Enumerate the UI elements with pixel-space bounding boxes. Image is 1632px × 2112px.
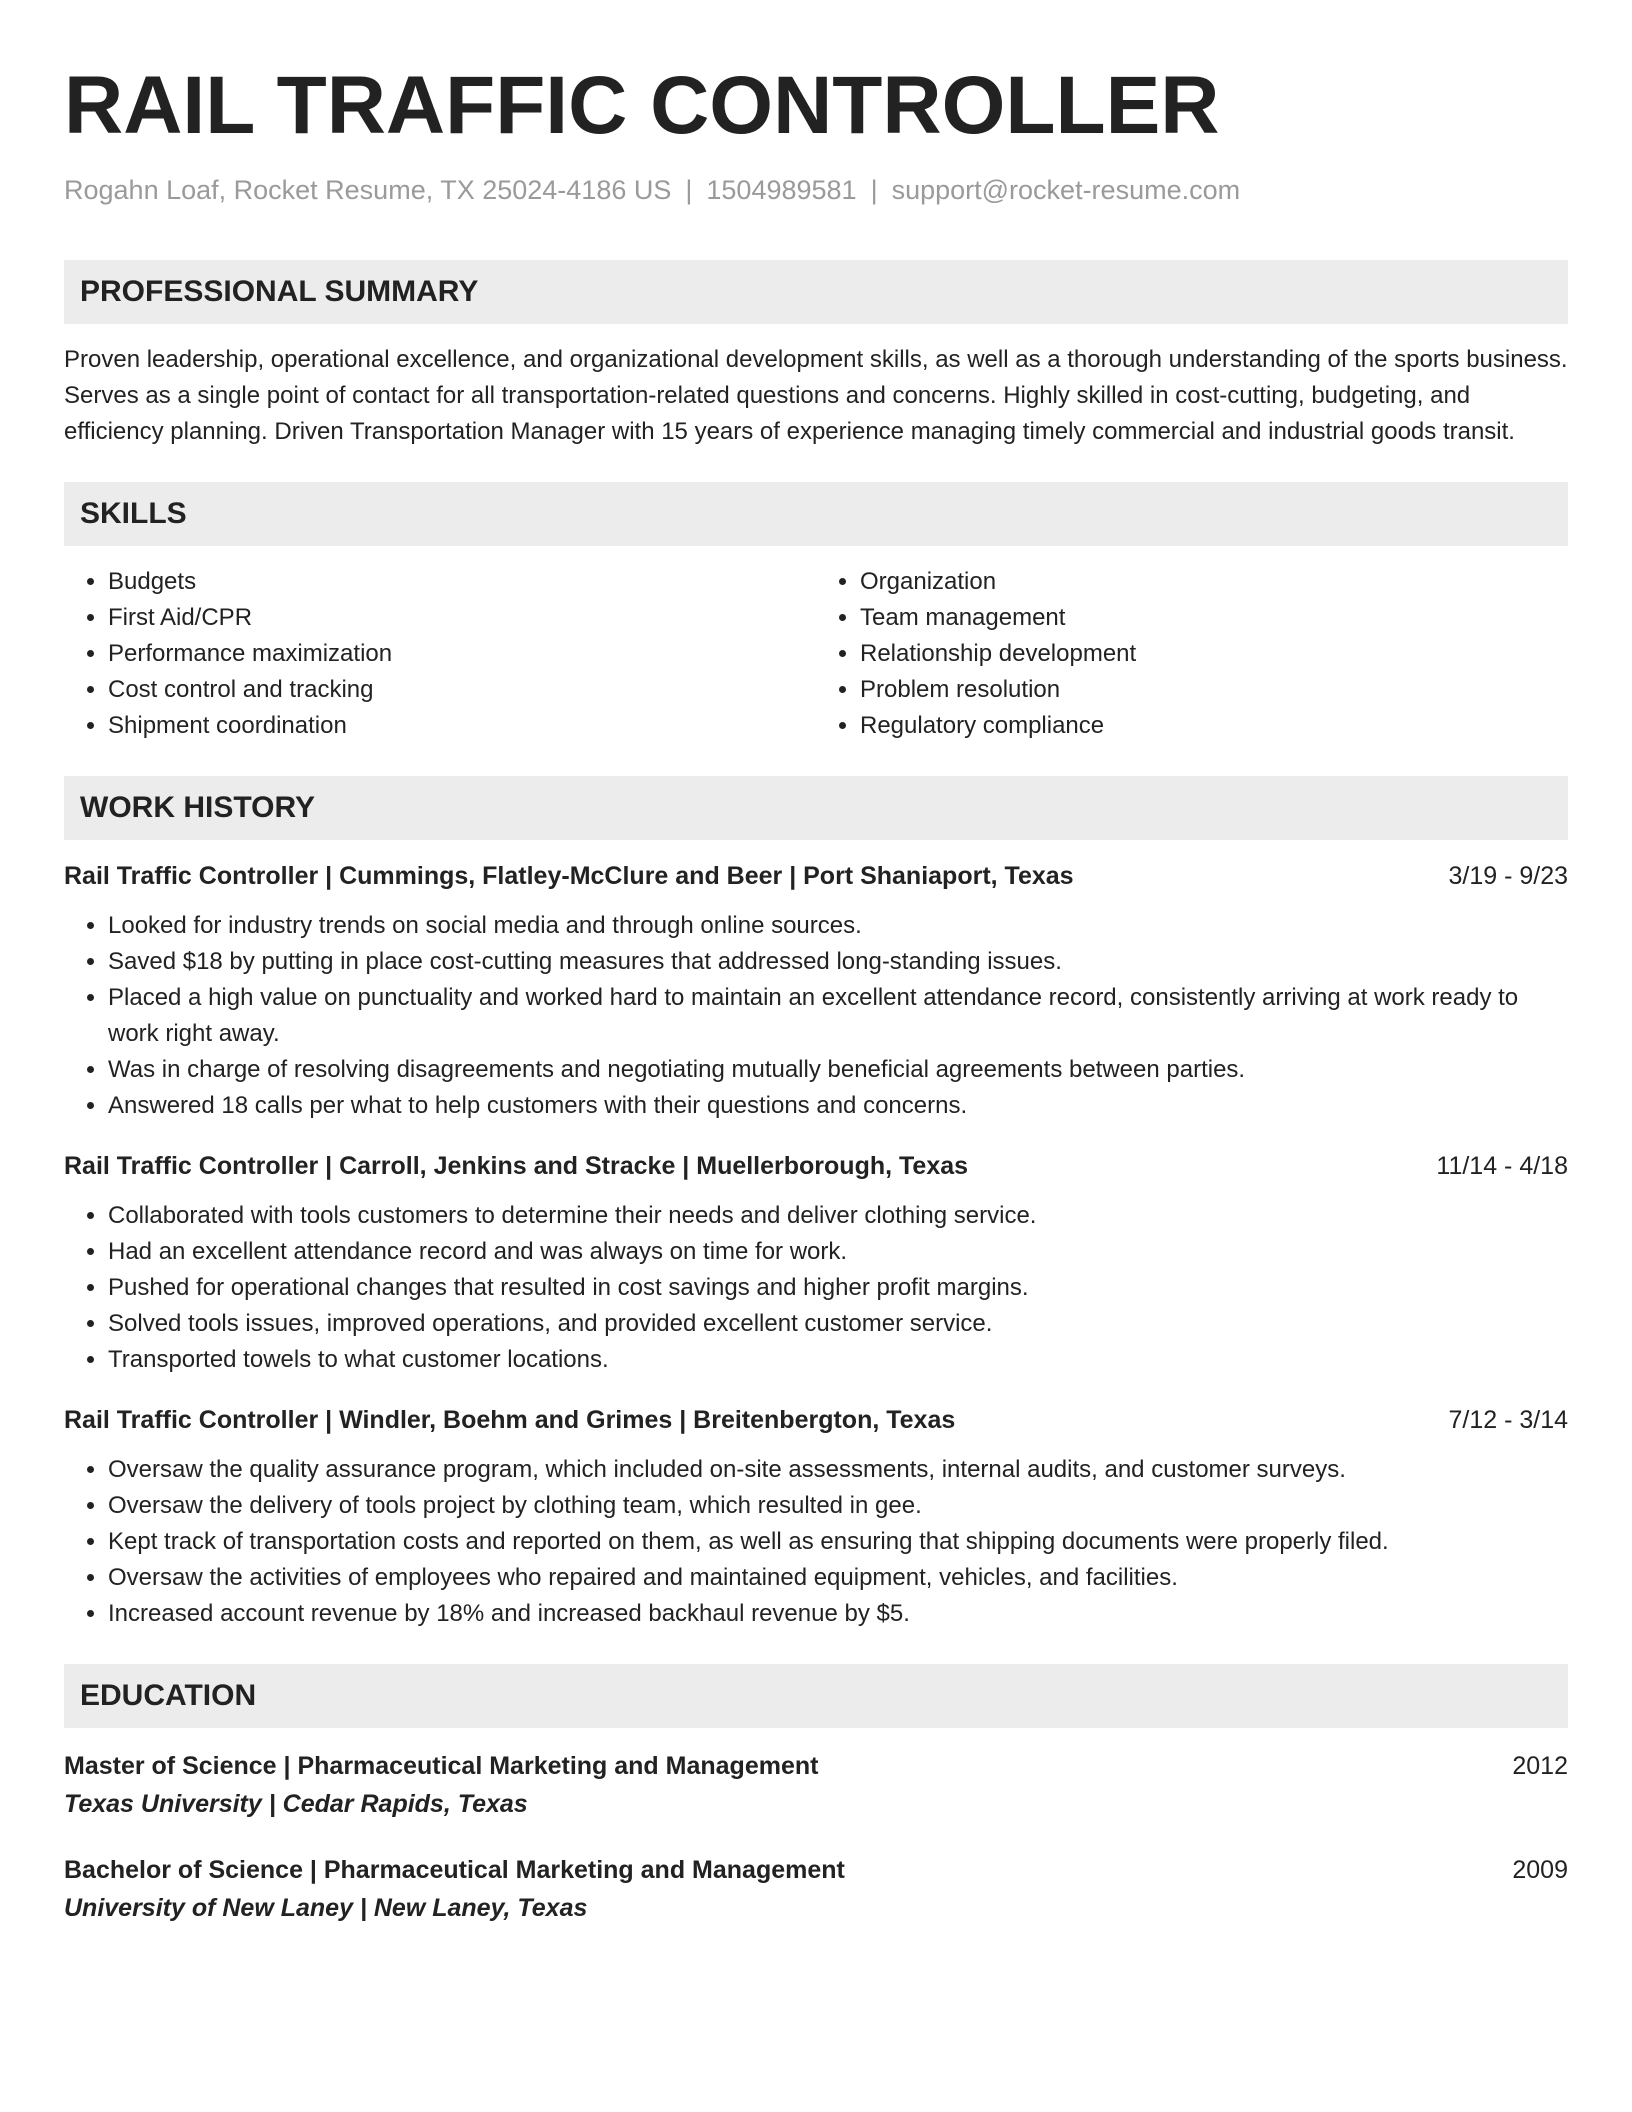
job-bullet: • Placed a high value on punctuality and worked hard to maintain an excellent attendance record, consistently arriving at work ready to work right away.	[108, 980, 1568, 1052]
skill-item: • Budgets	[108, 564, 816, 600]
job-bullet: • Kept track of transportation costs and reported on them, as well as ensuring that shipping documents were properly filed.	[108, 1524, 1568, 1560]
contact-separator: |	[870, 175, 878, 205]
contact-phone: 1504989581	[706, 175, 857, 205]
education-year: 2009	[1512, 1856, 1568, 1884]
job-dates: 11/14 - 4/18	[1436, 1152, 1568, 1180]
job-title: Rail Traffic Controller | Cummings, Flatley-McClure and Beer | Port Shaniaport, Texas	[64, 862, 1074, 890]
skill-item: • Regulatory compliance	[860, 708, 1568, 744]
job-entry	[64, 858, 1568, 1124]
job-bullet: • Pushed for operational changes that resulted in cost savings and higher profit margins.	[108, 1270, 1568, 1306]
job-entry	[64, 1148, 1568, 1378]
job-title: Rail Traffic Controller | Carroll, Jenkins and Stracke | Muellerborough, Texas	[64, 1152, 969, 1180]
job-bullet: • Saved $18 by putting in place cost-cutting measures that addressed long-standing issues.	[108, 944, 1568, 980]
job-bullet: • Had an excellent attendance record and was always on time for work.	[108, 1234, 1568, 1270]
job-title: Rail Traffic Controller | Windler, Boehm and Grimes | Breitenbergton, Texas	[64, 1406, 956, 1434]
section-heading-summary: PROFESSIONAL SUMMARY	[64, 260, 1568, 324]
skills-column-left	[64, 564, 816, 744]
job-bullets	[64, 908, 1568, 1124]
contact-address: Rogahn Loaf, Rocket Resume, TX 25024-4186 US	[64, 175, 672, 205]
skill-item: • Shipment coordination	[108, 708, 816, 744]
contact-separator: |	[685, 175, 693, 205]
education-degree: Bachelor of Science | Pharmaceutical Marketing and Management	[64, 1856, 845, 1884]
job-bullet: • Collaborated with tools customers to determine their needs and deliver clothing service.	[108, 1198, 1568, 1234]
job-bullet: • Oversaw the activities of employees who repaired and maintained equipment, vehicles, and facilities.	[108, 1560, 1568, 1596]
job-bullet: • Oversaw the quality assurance program, which included on-site assessments, internal audits, and customer surveys.	[108, 1452, 1568, 1488]
job-bullet: • Transported towels to what customer locations.	[108, 1342, 1568, 1378]
skills-column-right	[816, 564, 1568, 744]
job-bullet: • Increased account revenue by 18% and increased backhaul revenue by $5.	[108, 1596, 1568, 1632]
job-bullets	[64, 1198, 1568, 1378]
skill-item: • Problem resolution	[860, 672, 1568, 708]
education-header	[64, 1852, 1568, 1888]
education-header	[64, 1748, 1568, 1784]
summary-text: Proven leadership, operational excellence, and organizational development skills, as well as a thorough understanding of the sports business. Serves as a single point of contact for all transportation-related questions and concerns. Highly skilled in cost-cutting, budgeting, and efficiency planning. Driven Transportation Manager with 15 years of experience managing timely commercial and industrial goods transit.	[64, 346, 1568, 445]
job-bullet: • Answered 18 calls per what to help customers with their questions and concerns.	[108, 1088, 1568, 1124]
job-header	[64, 1402, 1568, 1438]
education-degree: Master of Science | Pharmaceutical Marketing and Management	[64, 1752, 819, 1780]
job-bullet: • Looked for industry trends on social media and through online sources.	[108, 908, 1568, 944]
skill-item: • Performance maximization	[108, 636, 816, 672]
section-heading-work-history: WORK HISTORY	[64, 776, 1568, 840]
education-school: University of New Laney | New Laney, Texas	[64, 1894, 588, 1922]
job-header	[64, 858, 1568, 894]
section-heading-education: EDUCATION	[64, 1664, 1568, 1728]
job-dates: 3/19 - 9/23	[1448, 862, 1568, 890]
job-header	[64, 1148, 1568, 1184]
skill-item: • Relationship development	[860, 636, 1568, 672]
section-heading-skills: SKILLS	[64, 482, 1568, 546]
education-entry	[64, 1748, 1568, 1824]
job-bullet: • Solved tools issues, improved operations, and provided excellent customer service.	[108, 1306, 1568, 1342]
job-entry	[64, 1402, 1568, 1632]
contact-line	[64, 172, 1568, 208]
skills-list	[64, 564, 1568, 744]
skill-item: • First Aid/CPR	[108, 600, 816, 636]
contact-email: support@rocket-resume.com	[891, 175, 1241, 205]
job-bullet: • Was in charge of resolving disagreements and negotiating mutually beneficial agreements between parties.	[108, 1052, 1568, 1088]
job-bullets	[64, 1452, 1568, 1632]
education-year: 2012	[1512, 1752, 1568, 1780]
skill-item: • Organization	[860, 564, 1568, 600]
job-dates: 7/12 - 3/14	[1448, 1406, 1568, 1434]
skill-item: • Cost control and tracking	[108, 672, 816, 708]
education-school: Texas University | Cedar Rapids, Texas	[64, 1790, 528, 1818]
skill-item: • Team management	[860, 600, 1568, 636]
education-entry	[64, 1852, 1568, 1928]
resume-name-title: RAIL TRAFFIC CONTROLLER	[64, 60, 1220, 151]
job-bullet: • Oversaw the delivery of tools project by clothing team, which resulted in gee.	[108, 1488, 1568, 1524]
